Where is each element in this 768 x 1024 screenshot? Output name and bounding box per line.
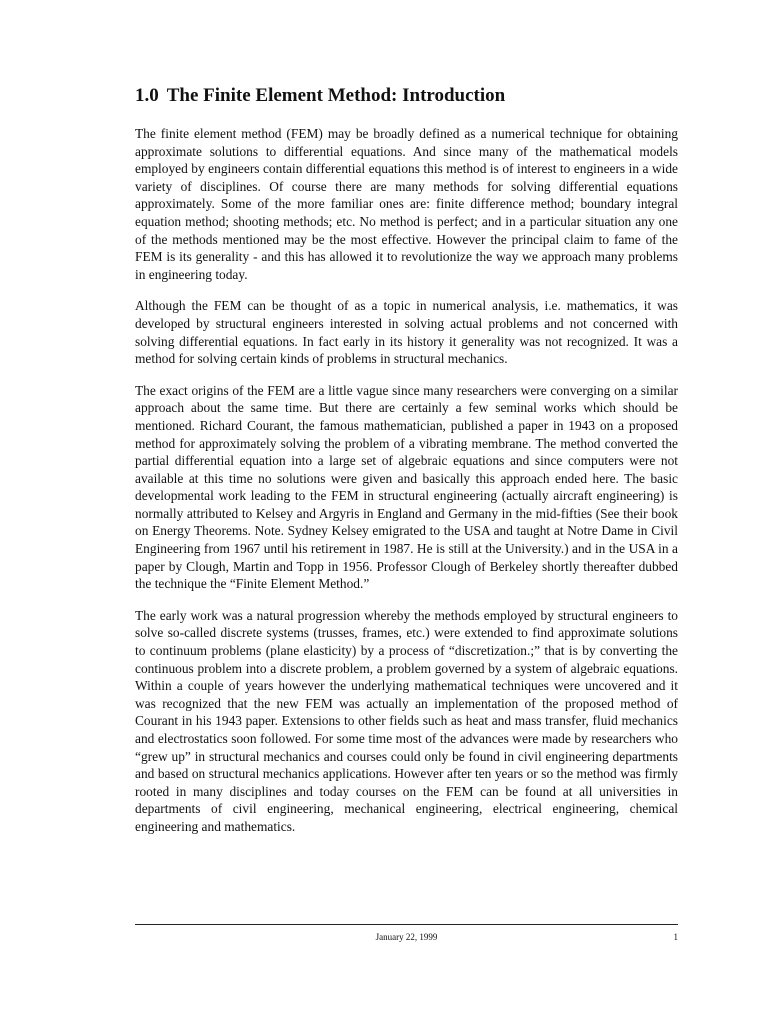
page-body	[135, 84, 678, 850]
section-number: 1.0	[135, 85, 159, 106]
footer-date: January 22, 1999	[375, 932, 438, 942]
section-heading	[135, 84, 678, 108]
paragraph-2: Although the FEM can be thought of as a topic in numerical analysis, i.e. mathematics, it was developed by structural engineers interested in solving actual problems and not concerned with solving differential equations. In fact early in its history it generality was not recognized. It was a method for solving certain kinds of problems in structural mechanics.	[135, 298, 678, 367]
paragraph-4: The early work was a natural progression whereby the methods employed by structural engineers to solve so-called discrete systems (trusses, frames, etc.) were extended to find approximate solutions to continuum problems (plane elasticity) by a process of “discretization.;” that is by converting the continuous problem into a discrete problem, a problem governed by a system of algebraic equations. Within a couple of years however the underlying mathematical techniques were uncovered and it was recognized that the new FEM was actually an implementation of the proposed method of Courant in his 1943 paper. Extensions to other fields such as heat and mass transfer, fluid mechanics and electrostatics soon followed. For some time most of the advances were made by researchers who “grew up” in structural mechanics and courses could only be found in civil engineering departments and based on structural mechanics applications. However after ten years or so the method was firmly rooted in many disciplines and today courses on the FEM can be found at all universities in departments of civil engineering, mechanical engineering, electrical engineering, chemical engineering and mathematics.	[135, 607, 678, 834]
paragraph-1: The finite element method (FEM) may be broadly defined as a numerical technique for obtaining approximate solutions to differential equations. And since many of the mathematical models employed by engineers contain differential equations this method is of interest to engineers in a wide variety of disciplines. Of course there are many methods for solving differential equations approximately. Some of the more familiar ones are: finite difference method; boundary integral equation method; shooting methods; etc. No method is perfect; and in a particular situation any one of the methods mentioned may be the most effective. However the principal claim to fame of the FEM is its generality - and this has allowed it to revolutionize the way we approach many problems in engineering today.	[135, 126, 678, 282]
paragraph-3: The exact origins of the FEM are a little vague since many researchers were converging on a similar approach about the same time. But there are certainly a few seminal works which should be mentioned. Richard Courant, the famous mathematician, published a paper in 1943 on a proposed method for approximately solving the problem of a vibrating membrane. The method converted the partial differential equation into a large set of algebraic equations and since computers were not available at this time no solutions were given and basically this approach ended here. The basic developmental work leading to the FEM in structural engineering (actually aircraft engineering) is normally attributed to Kelsey and Argyris in England and Germany in the mid-fifties (See their book on Energy Theorems. Note. Sydney Kelsey emigrated to the USA and taught at Notre Dame in Civil Engineering from 1967 until his retirement in 1987. He is still at the University.) and in the USA in a paper by Clough, Martin and Topp in 1956. Professor Clough of Berkeley shortly thereafter dubbed the technique the “Finite Element Method.”	[135, 382, 678, 592]
page-number: 1	[673, 932, 678, 942]
page-footer	[135, 924, 678, 943]
section-title: The Finite Element Method: Introduction	[166, 85, 506, 106]
